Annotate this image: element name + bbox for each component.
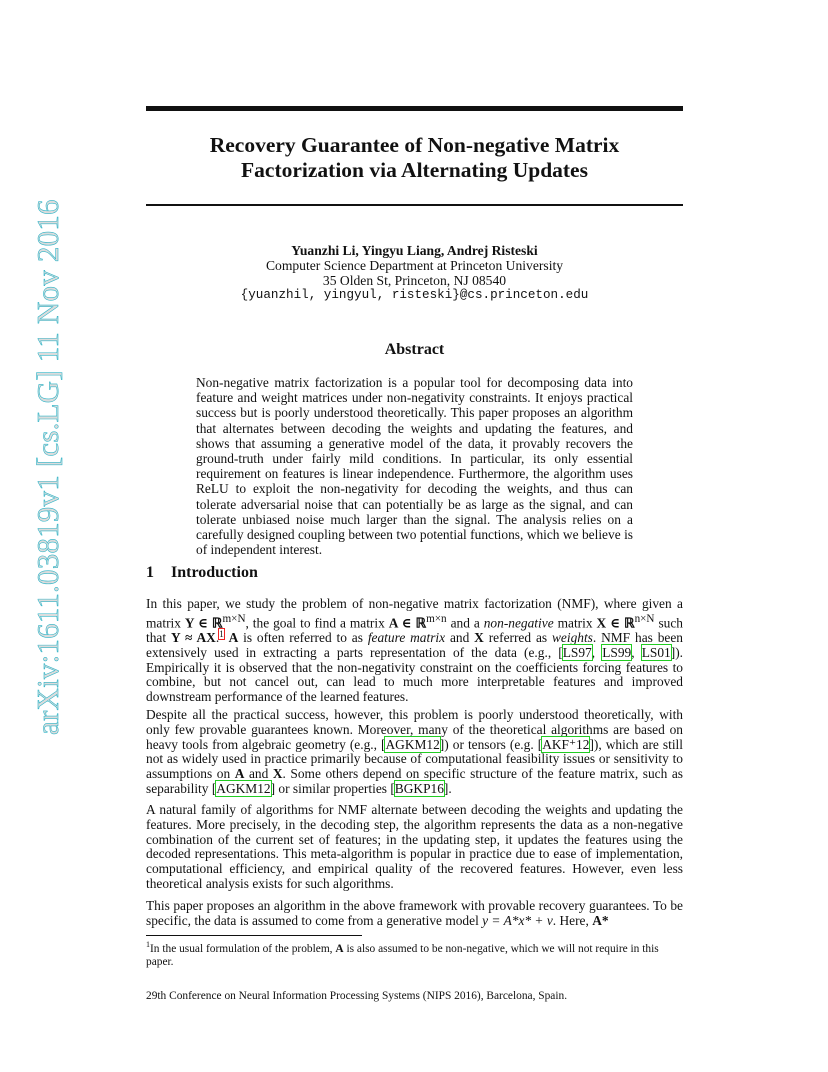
emphasis: feature matrix <box>367 630 446 646</box>
text-run: . NMF has been extensively used in extracting a parts representation of the data (e.g., [ <box>146 630 683 660</box>
abstract-text: Non-negative matrix factorization is a popular tool for decomposing data into feature and weight matrices under non-negativity constraints. It enjoys practical success but is poorly understood theoretically. This paper proposes an algorithm that alternates between decoding the weights and updating the features, and shows that assuming a generative model of the data, it provably recovers the ground-truth under fairly mild conditions. In particular, its only essential requirement on features is linear independence. Furthermore, the algorithm uses ReLU to exploit the non-negativity for decoding the weights, and thus can tolerate adversarial noise that can potentially be as large as the signal, and can tolerate unbiased noise much larger than the signal. The analysis relies on a carefully designed coupling between two potential functions, which we believe is of independent interest. <box>196 375 633 558</box>
math-a-star: A* <box>592 912 609 928</box>
text-run: matrix <box>553 615 597 631</box>
text-run: and <box>244 766 273 782</box>
footnote-link[interactable]: 1 <box>219 628 224 639</box>
author-block <box>146 243 683 303</box>
emphasis: non-negative <box>483 615 554 631</box>
math-x-matrix: X ∈ ℝ <box>596 615 635 631</box>
text-run: such that <box>146 615 683 646</box>
math-generative-model: y = A*x* + ν <box>482 912 553 928</box>
text-run: ] or similar properties [ <box>270 780 395 796</box>
math-x: X <box>272 766 283 782</box>
citation-link[interactable]: AGKM12 <box>385 736 440 752</box>
intro-paragraph-4 <box>146 899 683 929</box>
text-run: ]. <box>443 780 452 796</box>
text-run: . Here, <box>552 912 593 928</box>
text-run: ]) or tensors (e.g. [ <box>439 736 543 752</box>
math-a-matrix: A ∈ ℝ <box>388 615 427 631</box>
intro-paragraph-3: A natural family of algorithms for NMF alternate between decoding the weights and updating the features. More precisely, in the decoding step, the algorithm represents the data as a non-negative combination of the current set of features; in the updating step, it updates the features using the decoded representations. This meta-algorithm is popular in practice due to ease of implementation, computational efficiency, and empirical quality of the recovered features. However, even less theoretical analysis exists for such algorithms. <box>146 802 683 891</box>
text-run: , the goal to find a matrix <box>245 615 389 631</box>
text-run: In this paper, we study the problem of non-negative matrix factorization (NMF), where given a matrix <box>146 596 683 631</box>
title-line-2: Factorization via Alternating Updates <box>241 158 588 182</box>
citation-link[interactable]: AGKM12 <box>216 780 271 796</box>
text-run: is also assumed to be non-negative, which we will not require in this paper. <box>146 942 659 969</box>
math-x: X <box>474 630 484 646</box>
text-run: , <box>591 644 603 660</box>
citation-link[interactable]: LS01 <box>641 644 671 660</box>
section-heading-introduction <box>146 564 683 582</box>
citation-link[interactable]: LS99 <box>602 644 632 660</box>
text-run: In the usual formulation of the problem, <box>150 942 336 955</box>
text-run: Despite all the practical success, however, this problem is poorly understood theoretically, with only few provable guarantees known. Moreover, many of the theoretical algorithms are based on heavy tools from algebraic geometry (e.g., [ <box>146 707 683 752</box>
footnote <box>146 938 683 970</box>
author-email: {yuanzhil, yingyul, risteski}@cs.princeton.edu <box>240 288 589 302</box>
text-run: referred as <box>483 630 552 646</box>
text-run: This paper proposes an algorithm in the above framework with provable recovery guarantees. To be specific, the data is assumed to come from a generative model <box>146 898 683 928</box>
text-run: , <box>631 644 642 660</box>
title-bottom-rule <box>146 204 683 206</box>
section-number: 1 <box>146 564 154 581</box>
math-sup: m×n <box>426 612 447 625</box>
emphasis: weights <box>551 630 593 646</box>
intro-paragraph-1: In this paper, we study the problem of non-negative matrix factorization (NMF), where given a matrix Y ∈ ℝ$^{m\times N}$, the goal to find a matrix A ∈ ℝ$^{m\times n}$ and a non-negative matrix X ∈ ℝ$^{n\times N}$ such that Y ≈ AX.$^1$ A is often referred to as feature matrix and X referred as weights. NMF has been extensively used in extracting a parts representation of the data (e.g., [LS97, LS99, LS01]). Empirically it is observed that the non-negativity constraint on the coefficients forcing features to combine, but not cancel out, can lead to much more interpretable features and improved downstream performance of the learned features. <box>146 596 684 705</box>
math-sup: n×N <box>634 612 655 625</box>
citation-link[interactable]: AKF⁺12 <box>542 736 590 752</box>
intro-paragraph-2 <box>146 708 683 797</box>
author-names: Yuanzhi Li, Yingyu Liang, Andrej Risteski <box>291 243 538 258</box>
math-a: A <box>234 766 245 782</box>
text-run: is often referred to as <box>238 630 368 646</box>
title-top-rule <box>146 106 683 111</box>
math-a: A <box>228 630 239 646</box>
arxiv-stamp <box>10 199 65 740</box>
paper-title <box>146 133 683 183</box>
text-run: and <box>445 630 475 646</box>
math-y-matrix: Y ∈ ℝ <box>184 615 223 631</box>
venue-footer: 29th Conference on Neural Information Processing Systems (NIPS 2016), Barcelona, Spain. <box>146 990 568 1002</box>
section-title: Introduction <box>171 564 258 581</box>
arxiv-identifier: arXiv:1611.03819v1 [cs.LG] 11 Nov 2016 <box>30 199 65 735</box>
math-y-approx-ax: Y ≈ AX <box>170 630 216 646</box>
citation-link[interactable]: LS97 <box>562 644 592 660</box>
math-a: A <box>335 942 344 955</box>
text-run: and a <box>446 615 484 631</box>
text-run: . Some others depend on specific structure of the feature matrix, such as separability [ <box>146 766 683 796</box>
text-run: ]). Empirically it is observed that the non-negativity constraint on the coefficients forcing features to combine, but not cancel out, can lead to much more interpretable features and improved downstream performance of the learned features. <box>146 644 684 705</box>
math-sup: m×N <box>222 612 246 625</box>
citation-link[interactable]: BGKP16 <box>394 780 444 796</box>
author-affiliation: Computer Science Department at Princeton University <box>265 258 564 273</box>
title-line-1: Recovery Guarantee of Non-negative Matrix <box>209 133 620 157</box>
abstract-heading: Abstract <box>384 341 445 358</box>
author-address: 35 Olden St, Princeton, NJ 08540 <box>322 273 507 288</box>
footnote-mark: 1 <box>146 940 150 949</box>
footnote-rule <box>146 935 362 936</box>
text-run: ]), which are still not as widely used in practice primarily because of computational feasibility issues or sensitivity to assumptions on <box>146 736 683 782</box>
